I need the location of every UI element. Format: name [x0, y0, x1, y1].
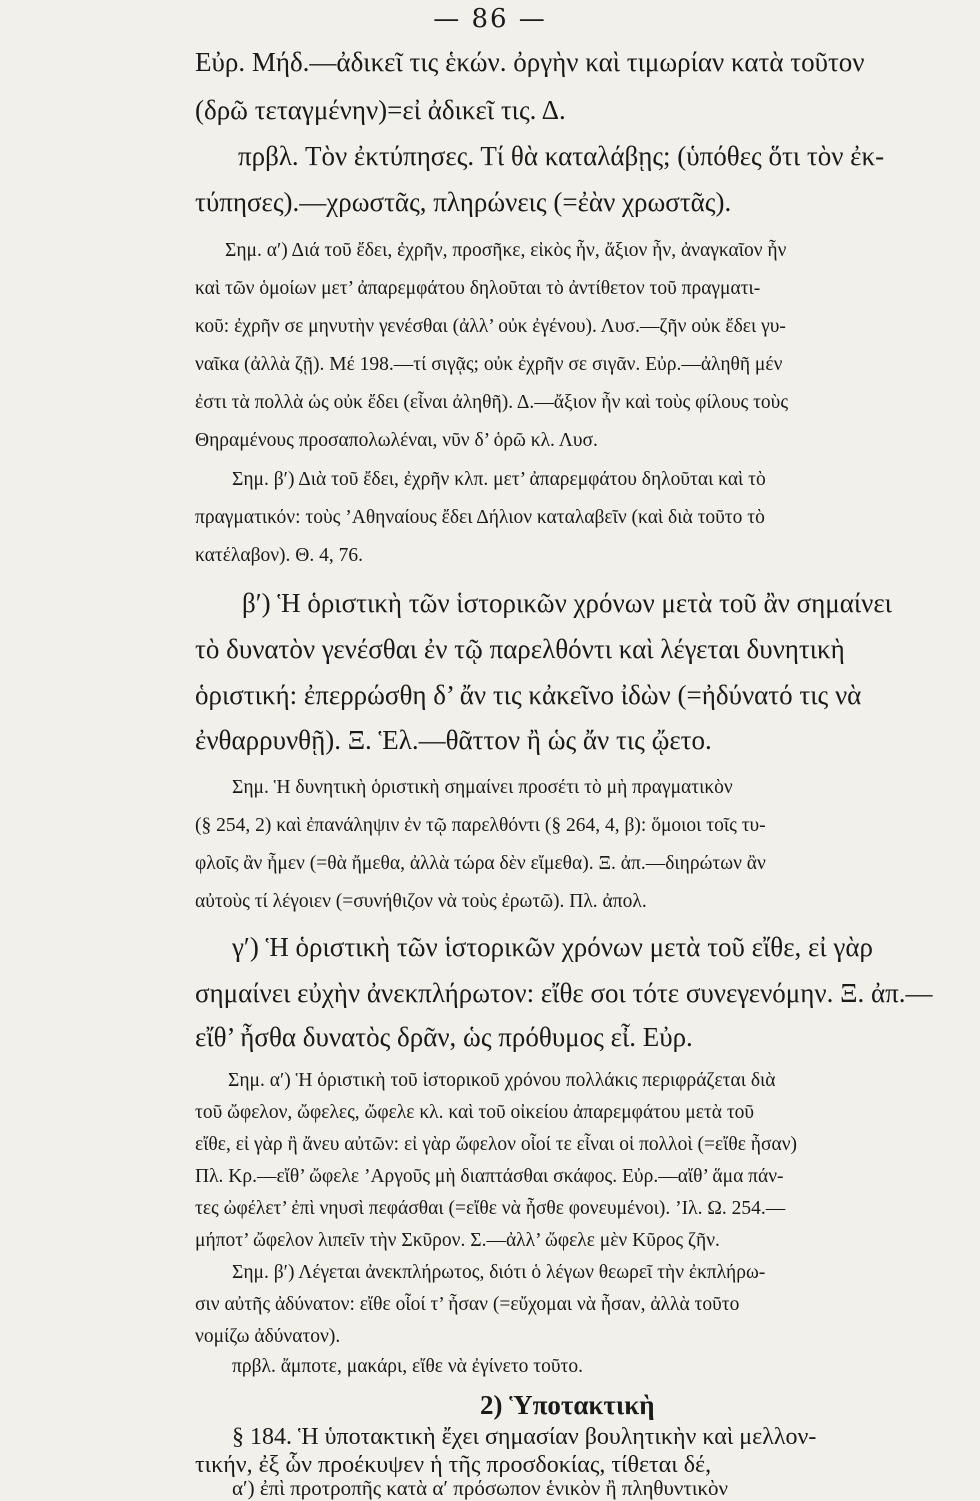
text-line: § 184. Ἡ ὑποτακτικὴ ἔχει σημασίαν βουλητικὴν καὶ μελλον- — [232, 1424, 817, 1450]
text-line: Εὐρ. Μήδ.—ἀδικεῖ τις ἑκών. ὀργὴν καὶ τιμωρίαν κατὰ τοῦτον — [195, 47, 865, 77]
text-line: Σημ. β′) Διὰ τοῦ ἔδει, ἐχρῆν κλπ. μετ’ ἀπαρεμφάτου δηλοῦται καὶ τὸ — [232, 469, 766, 490]
text-line: ἐνθαρρυνθῇ). Ξ. Ἑλ.—θᾶττον ἢ ὡς ἄν τις ᾤετο. — [195, 725, 712, 755]
text-line: εἴθ’ ἦσθα δυνατὸς δρᾶν, ὡς πρόθυμος εἶ. Εὐρ. — [195, 1022, 693, 1052]
text-line: (δρῶ τεταγμένην)=εἰ ἀδικεῖ τις. Δ. — [195, 95, 566, 125]
text-line: πρβλ. ἄμποτε, μακάρι, εἴθε νὰ ἐγίνετο τοῦτο. — [232, 1356, 583, 1377]
text-line: ἐστι τὰ πολλὰ ὡς οὐκ ἔδει (εἶναι ἀληθῆ). Δ.—ἄξιον ἦν καὶ τοὺς φίλους τοὺς — [195, 392, 789, 413]
text-line: κατέλαβον). Θ. 4, 76. — [195, 545, 364, 566]
page-number: — 86 — — [433, 4, 547, 34]
text-line: Σημ. α′) Ἡ ὁριστικὴ τοῦ ἱστορικοῦ χρόνου πολλάκις περιφράζεται διὰ — [228, 1070, 776, 1091]
text-line: τες ὠφέλετ’ ἐπὶ νηυσὶ πεφάσθαι (=εἴθε νὰ ἦσθε φονευμένοι). ’Ιλ. Ω. 254.— — [195, 1198, 786, 1219]
text-line: α′) ἐπὶ προτροπῆς κατὰ α′ πρόσωπον ἑνικὸν ἢ πληθυντικὸν — [232, 1476, 729, 1500]
text-line: σιν αὐτῆς ἀδύνατον: εἴθε οἷοί τ’ ἦσαν (=εὔχομαι νὰ ἦσαν, ἀλλὰ τοῦτο — [195, 1294, 740, 1315]
text-line: τύπησες).—χρωστᾶς, πληρώνεις (=ἐὰν χρωστᾶς). — [195, 187, 732, 217]
text-line: τοῦ ὤφελον, ὤφελες, ὤφελε κλ. καὶ τοῦ οἰκείου ἀπαρεμφάτου μετὰ τοῦ — [195, 1102, 755, 1123]
section-heading: 2) Ὑποτακτικὴ — [480, 1390, 655, 1420]
text-line: κοῦ: ἐχρῆν σε μηνυτὴν γενέσθαι (ἀλλ’ οὐκ ἐγένου). Λυσ.—ζῆν οὐκ ἔδει γυ- — [195, 316, 786, 337]
text-line: φλοῖς ἂν ἦμεν (=θὰ ἤμεθα, ἀλλὰ τώρα δὲν εἴμεθα). Ξ. ἀπ.—διηρώτων ἂν — [195, 853, 766, 874]
text-line: Σημ. β′) Λέγεται ἀνεκπλήρωτος, διότι ὁ λέγων θεωρεῖ τὴν ἐκπλήρω- — [232, 1262, 766, 1283]
text-line: πρβλ. Τὸν ἐκτύπησες. Τί θὰ καταλάβῃς; (ὑπόθες ὅτι τὸν ἐκ- — [238, 141, 885, 171]
text-line: ναῖκα (ἀλλὰ ζῇ). Μέ 198.—τί σιγᾷς; οὐκ ἐχρῆν σε σιγᾶν. Εὐρ.—ἀληθῆ μέν — [195, 354, 783, 375]
text-line: β′) Ἡ ὁριστικὴ τῶν ἱστορικῶν χρόνων μετὰ τοῦ ἂν σημαίνει — [242, 588, 892, 618]
text-line: αὐτοὺς τί λέγοιεν (=συνήθιζον νὰ τοὺς ἐρωτῶ). Πλ. ἀπολ. — [195, 891, 647, 912]
text-line: Σημ. α′) Διά τοῦ ἔδει, ἐχρῆν, προσῆκε, εἰκὸς ἦν, ἄξιον ἦν, ἀναγκαῖον ἦν — [225, 240, 787, 261]
text-line: Σημ. Ἡ δυνητικὴ ὁριστικὴ σημαίνει προσέτι τὸ μὴ πραγματικὸν — [232, 777, 733, 798]
text-line: Πλ. Κρ.—εἴθ’ ὤφελε ’Αργοῦς μὴ διαπτάσθαι σκάφος. Εὐρ.—αἴθ’ ἅμα πάν- — [195, 1166, 784, 1187]
text-line: μήποτ’ ὤφελον λιπεῖν τὴν Σκῦρον. Σ.—ἀλλ’ ὤφελε μὲν Κῦρος ζῆν. — [195, 1230, 720, 1251]
text-line: γ′) Ἡ ὁριστικὴ τῶν ἱστορικῶν χρόνων μετὰ τοῦ εἴθε, εἰ γὰρ — [232, 932, 873, 962]
text-line: τικήν, ἐξ ὧν προέκυψεν ἡ τῆς προσδοκίας, τίθεται δέ, — [195, 1452, 712, 1478]
text-line: νομίζω ἀδύνατον). — [195, 1326, 341, 1347]
text-line: ὁριστική: ἐπερρώσθη δ’ ἄν τις κἀκεῖνο ἰδὼν (=ἠδύνατό τις νὰ — [195, 680, 862, 710]
text-line: τὸ δυνατὸν γενέσθαι ἐν τῷ παρελθόντι καὶ λέγεται δυνητικὴ — [195, 634, 845, 664]
text-line: καὶ τῶν ὁμοίων μετ’ ἀπαρεμφάτου δηλοῦται τὸ ἀντίθετον τοῦ πραγματι- — [195, 278, 761, 299]
text-line: σημαίνει εὐχὴν ἀνεκπλήρωτον: εἴθε σοι τότε συνεγενόμην. Ξ. ἀπ.— — [195, 978, 933, 1008]
text-line: Θηραμένους προσαπολωλέναι, νῦν δ’ ὁρῶ κλ. Λυσ. — [195, 430, 598, 451]
text-line: (§ 254, 2) καὶ ἐπανάληψιν ἐν τῷ παρελθόντι (§ 264, 4, β): ὅμοιοι τοῖς τυ- — [195, 815, 766, 836]
text-line: πραγματικόν: τοὺς ’Αθηναίους ἔδει Δήλιον καταλαβεῖν (καὶ διὰ τοῦτο τὸ — [195, 507, 765, 528]
text-line: εἴθε, εἰ γὰρ ἢ ἄνευ αὐτῶν: εἰ γὰρ ὤφελον οἷοί τε εἶναι οἱ πολλοὶ (=εἴθε ἦσαν) — [195, 1134, 798, 1155]
